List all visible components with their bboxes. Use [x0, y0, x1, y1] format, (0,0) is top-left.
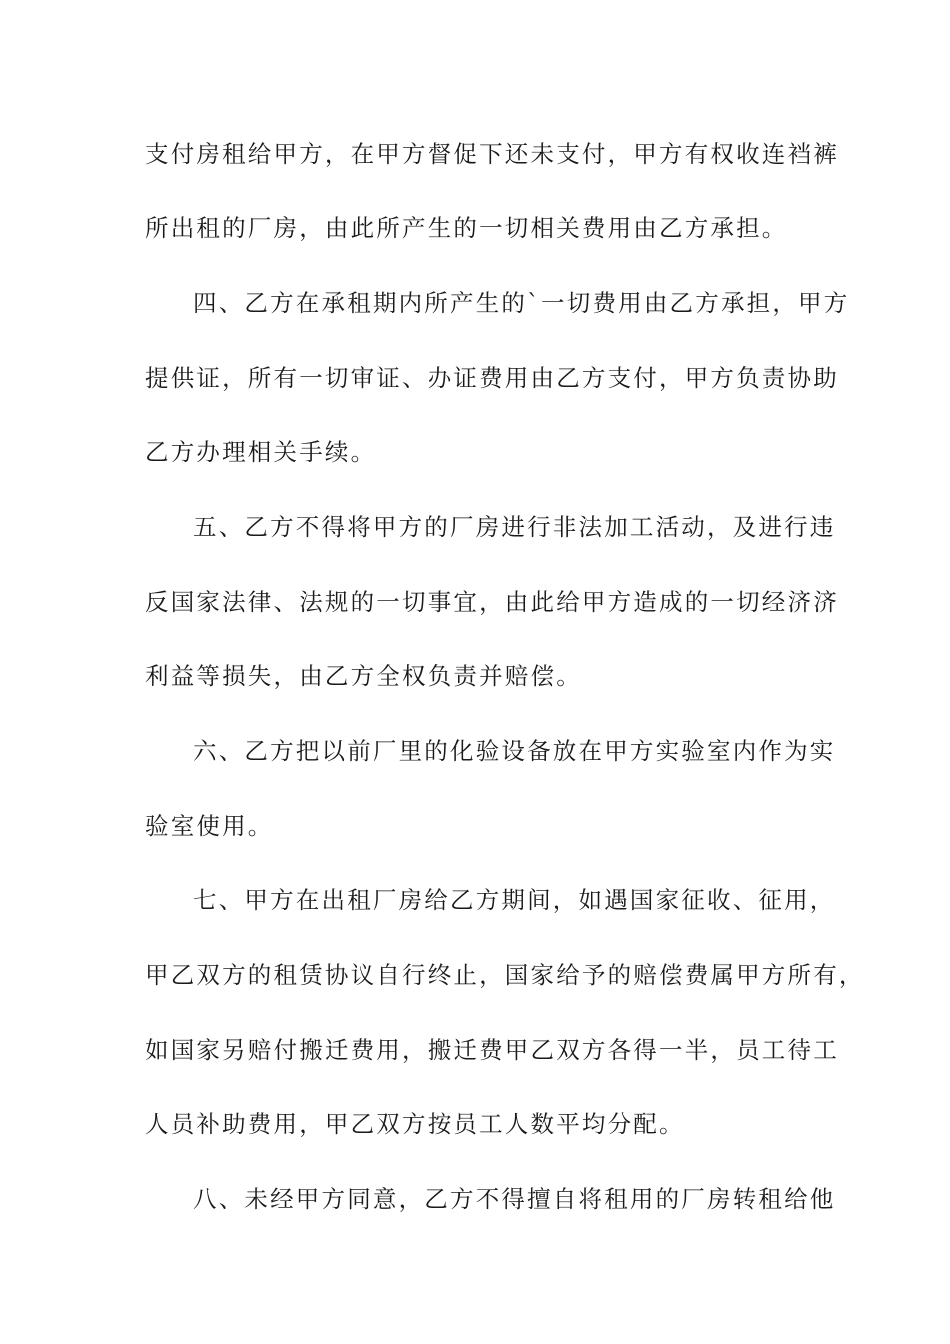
- text-line: 提供证，所有一切审证、办证费用由乙方支付，甲方负责协助: [145, 364, 839, 392]
- clause-8-line: 八、未经甲方同意，乙方不得擅自将租用的厂房转租给他: [193, 1185, 836, 1213]
- text-line: 利益等损失，由乙方全权负责并赔偿。: [145, 662, 582, 690]
- text-line: 甲乙双方的租赁协议自行终止，国家给予的赔偿费属甲方所有，: [145, 961, 865, 989]
- text-line: 所出租的厂房，由此所产生的一切相关费用由乙方承担。: [145, 214, 788, 242]
- text-line: 如国家另赔付搬迁费用，搬迁费甲乙双方各得一半，员工待工: [145, 1036, 839, 1064]
- clause-7-line: 七、甲方在出租厂房给乙方期间，如遇国家征收、征用，: [193, 886, 836, 914]
- clause-6-line: 六、乙方把以前厂里的化验设备放在甲方实验室内作为实: [193, 737, 836, 765]
- text-line: 人员补助费用，甲乙双方按员工人数平均分配。: [145, 1110, 685, 1138]
- text-line: 验室使用。: [145, 812, 274, 840]
- text-line: 反国家法律、法规的一切事宜，由此给甲方造成的一切经济济: [145, 588, 839, 616]
- text-line: 乙方办理相关手续。: [145, 438, 377, 466]
- clause-5-line: 五、乙方不得将甲方的厂房进行非法加工活动，及进行违: [193, 513, 836, 541]
- text-line: 支付房租给甲方，在甲方督促下还未支付，甲方有权收连裆裤: [145, 140, 839, 168]
- clause-4-line: 四、乙方在承租期内所产生的`一切费用由乙方承担，甲方: [193, 289, 850, 317]
